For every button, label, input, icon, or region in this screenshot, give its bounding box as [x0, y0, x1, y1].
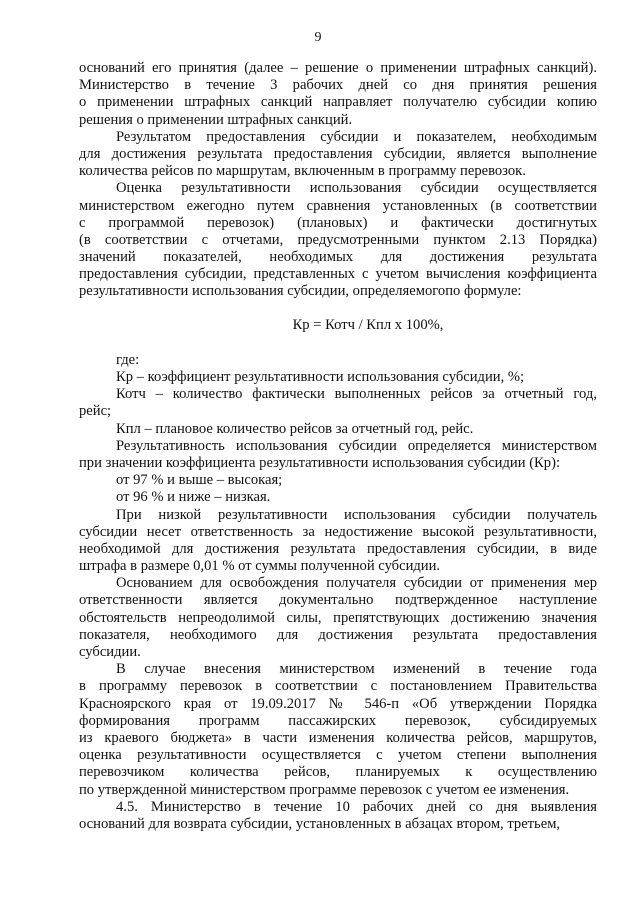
text-line: Результативность использования субсидии определяется министерством [116, 437, 597, 454]
text-line: формирования программ пассажирских перевозок, субсидируемых [79, 712, 597, 729]
text-line: перевозчиком количества рейсов, планируемых к осуществлению [79, 764, 597, 781]
paragraph-p0 [79, 60, 597, 129]
text-line: необходимой для достижения результата предоставления субсидии, в виде [79, 540, 597, 557]
text-line: Оценка результативности использования субсидии осуществляется [116, 180, 597, 197]
text-line: субсидии несет ответственность за недостижение высокой результативности, [79, 523, 597, 540]
text-line: для достижения результата предоставления субсидии, является выполнение [79, 145, 597, 162]
text-line: количества рейсов по маршрутам, включенным в программу перевозок. [79, 163, 526, 180]
text-line: о применении штрафных санкций направляет получателю субсидии копию [79, 94, 597, 111]
text-line: где: [116, 351, 140, 368]
paragraph-p12 [79, 661, 597, 799]
paragraph-p2 [79, 180, 597, 300]
text-line: Основанием для освобождения получателя субсидии от применения мер [116, 575, 597, 592]
text-line: решения о применении штрафных санкций. [79, 111, 353, 128]
text-line: рейс; [79, 403, 112, 420]
text-line: оснований его принятия (далее – решение о применении штрафных санкций). [79, 60, 597, 76]
text-line: Красноярского края от 19.09.2017 № 546-п «Об утверждении Порядка [79, 695, 597, 712]
text-line: при значении коэффициента результативности использования субсидии (Кр): [79, 454, 560, 471]
document-body [79, 60, 597, 833]
text-line: субсидии. [79, 644, 141, 660]
text-line: оснований для возврата субсидии, установленных в абзацах втором, третьем, [79, 815, 561, 832]
text-line: из краевого бюджета» в части изменения количества рейсов, маршрутов, [79, 729, 597, 746]
text-line: (в соответствии с отчетами, предусмотренными пунктом 2.13 Порядка) [79, 231, 597, 248]
paragraph-p7 [79, 438, 597, 472]
formula: Кр = Котч / Кпл x 100%, [292, 316, 444, 333]
text-line: результативности использования субсидии, определяемогопо формуле: [79, 283, 522, 300]
text-line: ответственности является документально подтвержденное наступление [79, 592, 597, 609]
text-line: В случае внесения министерством изменений в течение года [116, 661, 597, 678]
text-line: оценка результативности осуществляется с учетом степени выполнения [79, 747, 597, 764]
text-line: Результатом предоставления субсидии и показателем, необходимым [116, 128, 597, 145]
paragraph-p11 [79, 575, 597, 661]
text-line: Кр – коэффициент результативности использования субсидии, %; [116, 369, 525, 385]
paragraph-p1 [79, 129, 597, 181]
text-line: предоставления субсидии, представленных с учетом вычисления коэффициента [79, 266, 597, 283]
paragraph-p8 [79, 472, 597, 489]
text-line: обстоятельств непреодолимой силы, препятствующих достижению значения [79, 609, 597, 626]
text-line: от 97 % и выше – высокая; [116, 472, 283, 489]
text-line: по утвержденной министерством программе перевозок с учетом ее изменения. [79, 781, 570, 798]
text-line: Кпл – плановое количество рейсов за отчетный год, рейс. [116, 420, 474, 437]
paragraph-p10 [79, 507, 597, 576]
text-line: штрафа в размере 0,01 % от суммы полученной субсидии. [79, 558, 441, 575]
paragraph-p5 [79, 386, 597, 420]
text-line: Министерство в течение 3 рабочих дней со дня принятия решения [79, 77, 597, 94]
text-line: 4.5. Министерство в течение 10 рабочих дней со дня выявления [116, 798, 597, 815]
paragraph-p9 [79, 489, 597, 506]
page-number: 9 [314, 30, 322, 45]
paragraph-p6 [79, 421, 597, 438]
text-line: с программой перевозок) (плановых) и фактически достигнутых [79, 214, 597, 231]
text-line: в программу перевозок в соответствии с постановлением Правительства [79, 678, 597, 695]
text-line: При низкой результативности использования субсидии получатель [116, 506, 597, 523]
text-line: министерством ежегодно путем сравнения установленных (в соответствии [79, 197, 597, 214]
paragraph-p13 [79, 799, 597, 833]
text-line: показателя, необходимого для достижения результата предоставления [79, 626, 597, 643]
paragraph-p4 [79, 369, 597, 386]
text-line: Котч – количество фактически выполненных рейсов за отчетный год, [116, 386, 597, 403]
text-line: от 96 % и ниже – низкая. [116, 489, 271, 506]
paragraph-p3 [79, 352, 597, 369]
text-line: значений показателей, необходимых для достижения результата [79, 249, 597, 266]
